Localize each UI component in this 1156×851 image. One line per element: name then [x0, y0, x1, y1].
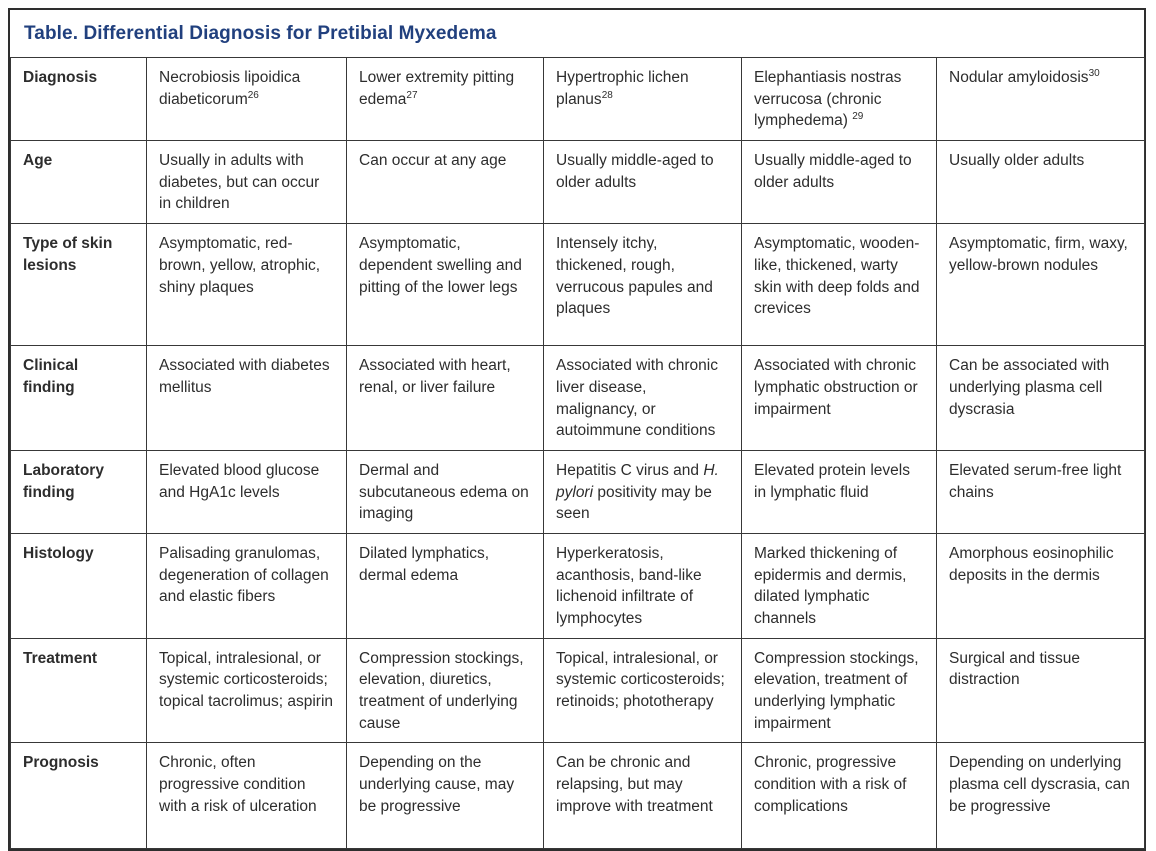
table-row-skin-lesions — [11, 224, 1145, 346]
table-cell: Usually middle-aged to older adults — [742, 141, 937, 224]
cell-text: positivity may be seen — [556, 483, 712, 523]
diagnosis-grid — [10, 57, 1145, 849]
table-cell: Associated with chronic liver disease, malignancy, or autoimmune conditions — [544, 346, 742, 451]
corner-label: Diagnosis — [11, 58, 147, 141]
table-cell: Surgical and tissue distraction — [937, 638, 1145, 743]
table-cell: Topical, intralesional, or systemic corticosteroids; topical tacrolimus; aspirin — [147, 638, 347, 743]
table-cell: Amorphous eosinophilic deposits in the dermis — [937, 533, 1145, 638]
table-cell: Usually middle-aged to older adults — [544, 141, 742, 224]
diagnosis-header — [147, 58, 347, 141]
diagnosis-header — [347, 58, 544, 141]
table-cell: Dermal and subcutaneous edema on imaging — [347, 450, 544, 533]
table-cell: Elevated protein levels in lymphatic fluid — [742, 450, 937, 533]
table-cell: Can be associated with underlying plasma cell dyscrasia — [937, 346, 1145, 451]
table-cell: Can be chronic and relapsing, but may improve with treatment — [544, 743, 742, 849]
table-cell: Associated with chronic lymphatic obstruction or impairment — [742, 346, 937, 451]
row-label: Clinical finding — [11, 346, 147, 451]
row-label: Treatment — [11, 638, 147, 743]
diagnosis-name: Lower extremity pitting edema — [359, 69, 515, 108]
table-cell: Asymptomatic, red-brown, yellow, atrophic, shiny plaques — [147, 224, 347, 346]
table-cell: Asymptomatic, dependent swelling and pitting of the lower legs — [347, 224, 544, 346]
row-label: Age — [11, 141, 147, 224]
reference-number: 29 — [852, 111, 864, 123]
table-cell: Asymptomatic, wooden-like, thickened, warty skin with deep folds and crevices — [742, 224, 937, 346]
table-row-histology — [11, 533, 1145, 638]
table-row-treatment — [11, 638, 1145, 743]
header-row — [11, 58, 1145, 141]
table-row-laboratory-finding — [11, 450, 1145, 533]
diagnosis-name: Necrobiosis lipoidica diabeticorum — [159, 69, 301, 108]
table-cell: Topical, intralesional, or systemic corticosteroids; retinoids; phototherapy — [544, 638, 742, 743]
row-label: Prognosis — [11, 743, 147, 849]
diagnosis-name: Elephantiasis nostras verrucosa (chronic lymphedema) — [754, 69, 902, 130]
table-row-age — [11, 141, 1145, 224]
table-cell: Intensely itchy, thickened, rough, verrucous papules and plaques — [544, 224, 742, 346]
diagnosis-header — [742, 58, 937, 141]
table-row-prognosis — [11, 743, 1145, 849]
table-cell: Usually older adults — [937, 141, 1145, 224]
reference-number: 27 — [406, 89, 418, 101]
table-cell: Depending on the underlying cause, may be progressive — [347, 743, 544, 849]
table-title: Table. Differential Diagnosis for Pretibial Myxedema — [24, 23, 497, 44]
table-cell: Elevated blood glucose and HgA1c levels — [147, 450, 347, 533]
table-cell: Depending on underlying plasma cell dyscrasia, can be progressive — [937, 743, 1145, 849]
row-label: Histology — [11, 533, 147, 638]
table-cell: Palisading granulomas, degeneration of collagen and elastic fibers — [147, 533, 347, 638]
table-cell: Can occur at any age — [347, 141, 544, 224]
reference-number: 30 — [1088, 67, 1100, 79]
table-cell: Dilated lymphatics, dermal edema — [347, 533, 544, 638]
table-cell: Chronic, often progressive condition with a risk of ulceration — [147, 743, 347, 849]
table-cell: Associated with heart, renal, or liver failure — [347, 346, 544, 451]
table-cell: Compression stockings, elevation, treatment of underlying lymphatic impairment — [742, 638, 937, 743]
table-cell — [544, 450, 742, 533]
cell-text: Hepatitis C virus and — [556, 461, 704, 479]
table-cell: Compression stockings, elevation, diuretics, treatment of underlying cause — [347, 638, 544, 743]
diagnosis-name: Nodular amyloidosis — [949, 69, 1089, 86]
table-cell: Usually in adults with diabetes, but can occur in children — [147, 141, 347, 224]
table-cell: Chronic, progressive condition with a risk of complications — [742, 743, 937, 849]
table-cell: Marked thickening of epidermis and dermis, dilated lymphatic channels — [742, 533, 937, 638]
diagnosis-header — [937, 58, 1145, 141]
table-row-clinical-finding — [11, 346, 1145, 451]
row-label: Laboratory finding — [11, 450, 147, 533]
table-cell: Hyperkeratosis, acanthosis, band-like lichenoid infiltrate of lymphocytes — [544, 533, 742, 638]
differential-diagnosis-table — [8, 8, 1146, 851]
reference-number: 26 — [247, 89, 259, 101]
table-cell: Elevated serum-free light chains — [937, 450, 1145, 533]
table-cell: Associated with diabetes mellitus — [147, 346, 347, 451]
diagnosis-name: Hypertrophic lichen planus — [556, 69, 689, 108]
row-label: Type of skin lesions — [11, 224, 147, 346]
reference-number: 28 — [601, 89, 613, 101]
italic-organism-name: H. pylori — [556, 461, 719, 501]
table-cell: Asymptomatic, firm, waxy, yellow-brown nodules — [937, 224, 1145, 346]
diagnosis-header — [544, 58, 742, 141]
